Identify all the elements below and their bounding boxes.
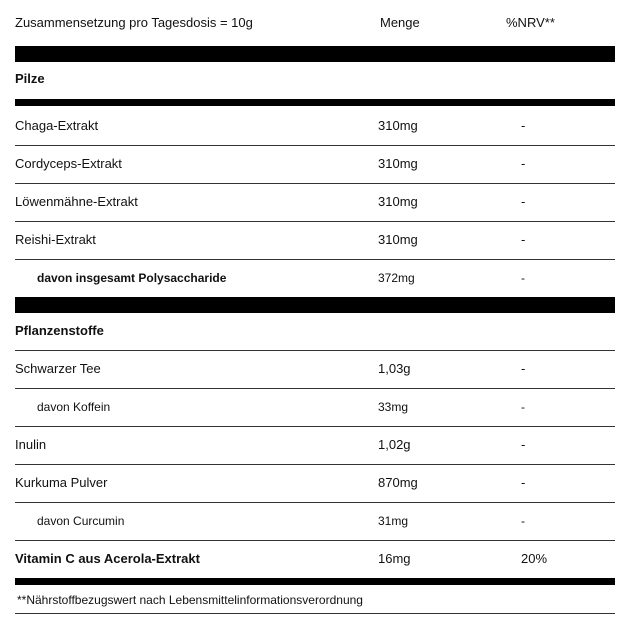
- ingredient-nrv: -: [521, 156, 526, 171]
- table-row: [0, 540, 630, 578]
- ingredient-quantity: 310mg: [378, 194, 418, 209]
- table-row: [0, 350, 630, 388]
- ingredient-quantity: 31mg: [378, 514, 409, 528]
- table-row: [0, 464, 630, 502]
- section-divider-bar: [15, 297, 615, 313]
- ingredient-quantity: 310mg: [378, 156, 418, 171]
- ingredient-name: Schwarzer Tee: [15, 361, 101, 376]
- ingredient-nrv: -: [521, 514, 525, 528]
- table-row: [0, 259, 630, 297]
- header-nrv: %NRV**: [506, 15, 555, 30]
- table-row: [0, 502, 630, 540]
- ingredient-quantity: 372mg: [378, 271, 415, 285]
- table-row: [0, 183, 630, 221]
- ingredient-name: Kurkuma Pulver: [15, 475, 108, 490]
- ingredient-quantity: 310mg: [378, 232, 418, 247]
- ingredient-quantity: 16mg: [378, 551, 411, 566]
- ingredient-name: Löwenmähne-Extrakt: [15, 194, 138, 209]
- ingredient-quantity: 33mg: [378, 400, 409, 414]
- header-composition: Zusammensetzung pro Tagesdosis = 10g: [15, 15, 253, 30]
- section-title-pilze: [0, 61, 630, 97]
- ingredient-nrv: 20%: [521, 551, 548, 566]
- section-title: Pflanzenstoffe: [15, 323, 104, 338]
- ingredient-name: davon Koffein: [37, 400, 111, 414]
- ingredient-nrv: -: [521, 361, 526, 376]
- section-divider-bar: [15, 46, 615, 62]
- ingredient-name: Chaga-Extrakt: [15, 118, 99, 133]
- ingredient-nrv: -: [521, 475, 526, 490]
- table-row: [0, 426, 630, 464]
- ingredient-nrv: -: [521, 437, 526, 452]
- table-row: [0, 221, 630, 259]
- ingredient-nrv: -: [521, 232, 526, 247]
- ingredient-name: davon insgesamt Polysaccharide: [37, 271, 227, 285]
- ingredient-quantity: 1,02g: [378, 437, 411, 452]
- ingredient-name: Vitamin C aus Acerola-Extrakt: [15, 551, 200, 566]
- table-row: [0, 388, 630, 426]
- section-title-pflanzenstoffe: [0, 313, 630, 349]
- ingredient-nrv: -: [521, 118, 526, 133]
- footer-divider-bar: [15, 578, 615, 585]
- table-row: [0, 107, 630, 145]
- header-quantity: Menge: [380, 15, 420, 30]
- footnote: **Nährstoffbezugswert nach Lebensmittelinformationsverordnung: [17, 593, 363, 607]
- ingredient-nrv: -: [521, 400, 525, 414]
- ingredient-name: Reishi-Extrakt: [15, 232, 96, 247]
- ingredient-name: Inulin: [15, 437, 47, 452]
- ingredient-name: Cordyceps-Extrakt: [15, 156, 122, 171]
- ingredient-nrv: -: [521, 271, 525, 285]
- ingredient-name: davon Curcumin: [37, 514, 125, 528]
- ingredient-quantity: 870mg: [378, 475, 418, 490]
- ingredient-quantity: 1,03g: [378, 361, 411, 376]
- table-row: [0, 145, 630, 183]
- ingredient-quantity: 310mg: [378, 118, 418, 133]
- section-title: Pilze: [15, 71, 45, 86]
- footer-rule: [15, 613, 615, 614]
- ingredient-nrv: -: [521, 194, 526, 209]
- section-divider-bar: [15, 99, 615, 106]
- table-header: [0, 0, 630, 46]
